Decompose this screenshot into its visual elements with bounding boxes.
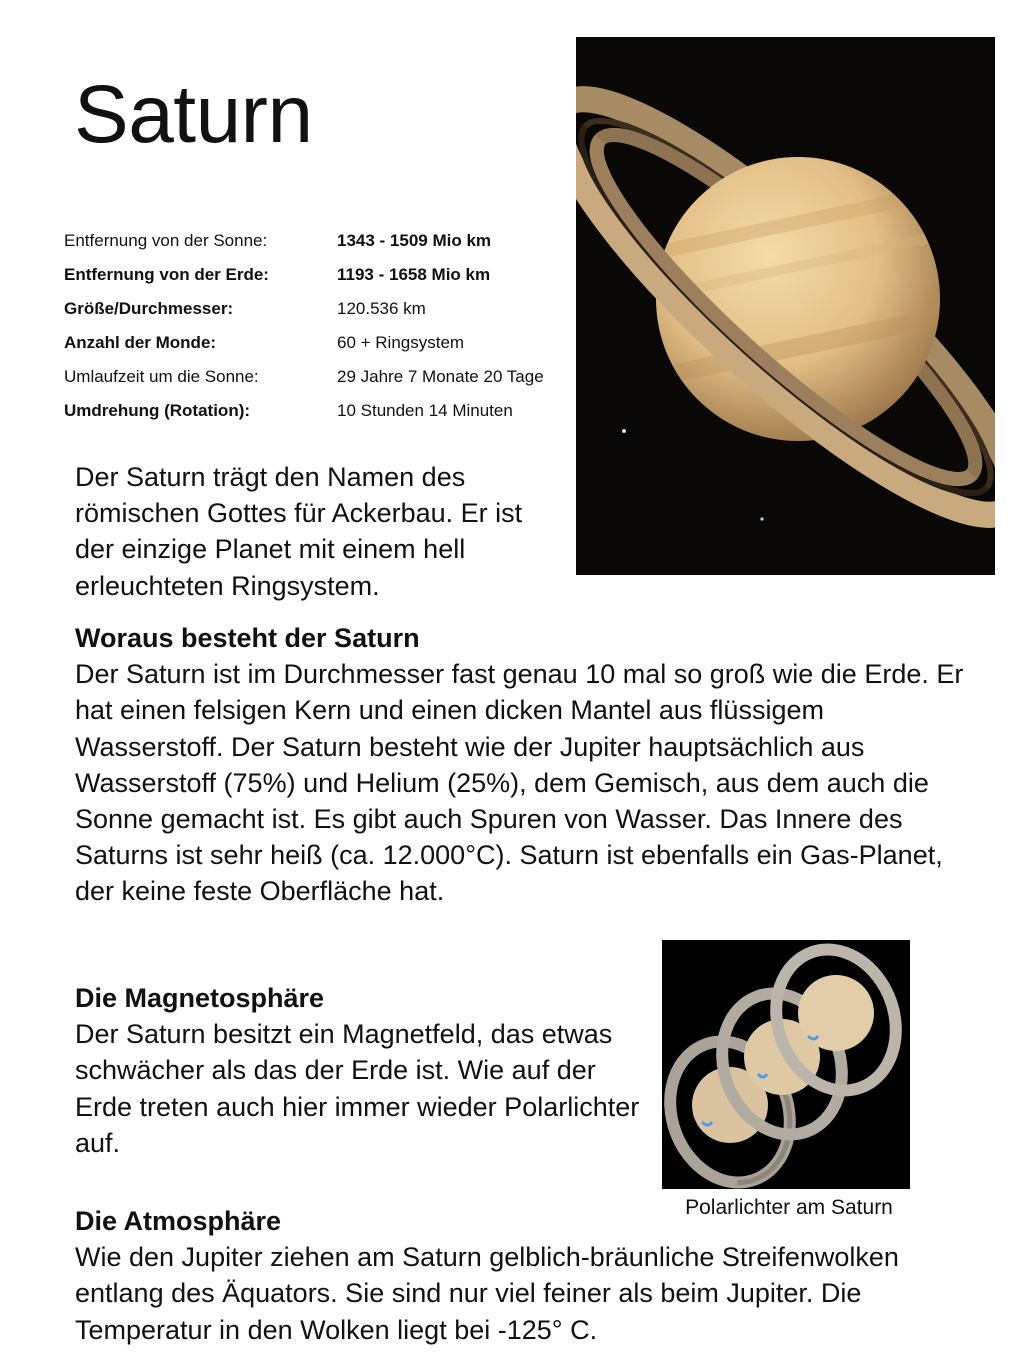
- fact-label: Entfernung von der Erde:: [64, 265, 269, 284]
- fact-label: Anzahl der Monde:: [64, 333, 217, 352]
- facts-table: [64, 224, 584, 428]
- fact-row-diameter: [64, 292, 584, 326]
- saturn-aurora-photo: [662, 940, 910, 1189]
- section-composition: [75, 620, 975, 910]
- section-text: Der Saturn ist im Durchmesser fast genau 10 mal so groß wie die Erde. Er hat einen felsigen Kern und einen dicken Mantel aus flüssigem Wasserstoff. Der Saturn besteht wie der Jupiter hauptsächlich aus Wasserstoff (75%) und Helium (25%), dem Gemisch, aus dem auch die Sonne gemacht ist. Es gibt auch Spuren von Wasser. Das Innere des Saturns ist sehr heiß (ca. 12.000°C). Saturn ist ebenfalls ein Gas-Planet, der keine feste Oberfläche hat.: [75, 659, 964, 907]
- fact-label: Umlaufzeit um die Sonne:: [64, 367, 259, 386]
- fact-row-rotation: [64, 394, 584, 428]
- section-magnetosphere: [75, 980, 645, 1161]
- fact-row-distance-earth: [64, 258, 584, 292]
- section-text: Wie den Jupiter ziehen am Saturn gelblich-bräunliche Streifenwolken entlang des Äquators. Sie sind nur viel feiner als beim Jupiter. Die Temperatur in den Wolken liegt bei -125° C.: [75, 1242, 899, 1345]
- fact-value: 10 Stunden 14 Minuten: [337, 401, 513, 420]
- saturn-photo: [576, 37, 995, 575]
- fact-label: Umdrehung (Rotation):: [64, 401, 251, 420]
- fact-row-distance-sun: [64, 224, 584, 258]
- saturn-photo-icon: [576, 37, 995, 575]
- intro-paragraph: Der Saturn trägt den Namen des römischen Gottes für Ackerbau. Er ist der einzige Planet mit einem hell erleuchteten Ringsystem.: [75, 462, 523, 601]
- section-atmosphere: [75, 1203, 975, 1348]
- fact-value: 29 Jahre 7 Monate 20 Tage: [337, 367, 544, 386]
- fact-label: Größe/Durchmesser:: [64, 299, 234, 318]
- fact-value: 120.536 km: [337, 299, 426, 318]
- section-heading: Die Magnetosphäre: [75, 983, 325, 1013]
- aurora-caption: Polarlichter am Saturn: [685, 1196, 893, 1219]
- fact-value: 60 + Ringsystem: [337, 333, 465, 352]
- section-heading: Die Atmosphäre: [75, 1206, 282, 1236]
- saturn-aurora-icon: [662, 940, 910, 1189]
- fact-value: 1193 - 1658 Mio km: [337, 265, 491, 284]
- fact-row-moons: [64, 326, 584, 360]
- section-text: Der Saturn besitzt ein Magnetfeld, das etwas schwächer als das der Erde ist. Wie auf der Erde treten auch hier immer wieder Polarlichter auf.: [75, 1019, 640, 1158]
- fact-value: 1343 - 1509 Mio km: [337, 231, 492, 250]
- section-heading: Woraus besteht der Saturn: [75, 623, 420, 653]
- page-title: Saturn: [74, 69, 313, 160]
- fact-label: Entfernung von der Sonne:: [64, 231, 268, 250]
- fact-row-orbit: [64, 360, 584, 394]
